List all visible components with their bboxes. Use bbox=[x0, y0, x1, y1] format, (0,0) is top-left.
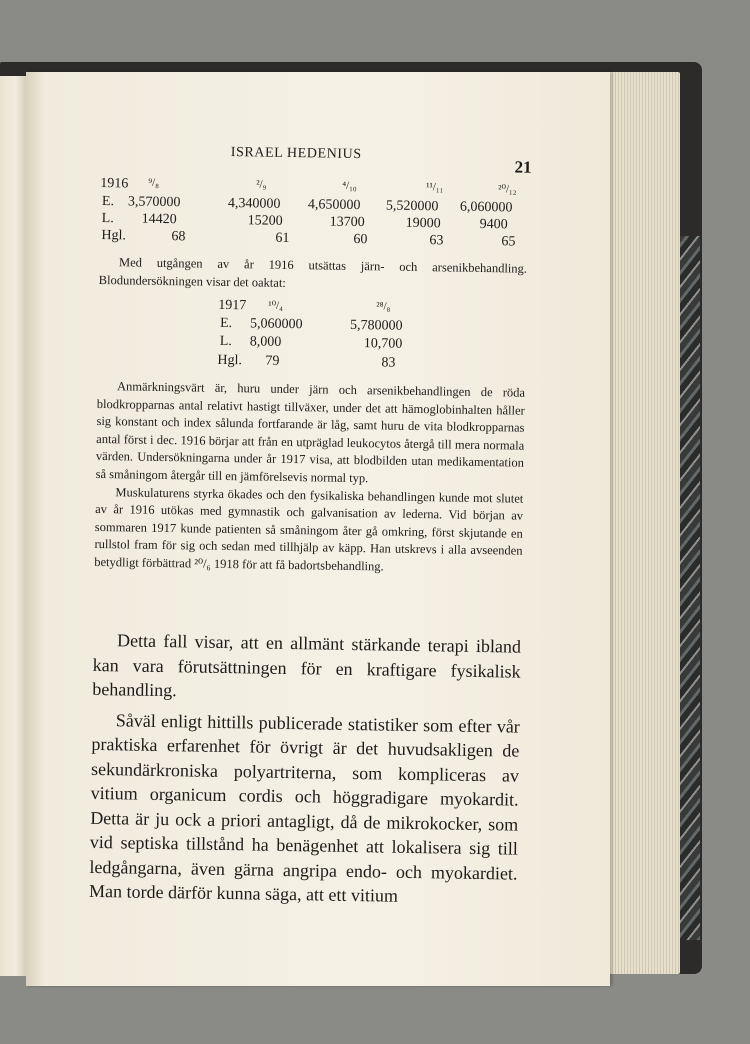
table-cell: 5,060000 bbox=[249, 316, 303, 333]
table-date: ¹¹/₁₁ bbox=[426, 181, 444, 194]
table-date: ²/₉ bbox=[256, 178, 267, 191]
table-date: ⁹/₈ bbox=[148, 176, 160, 189]
table-cell: 3,570000 bbox=[127, 194, 181, 211]
paragraph bbox=[99, 254, 527, 296]
table-cell: 10,700 bbox=[363, 336, 403, 352]
main-text bbox=[89, 628, 521, 910]
page-content bbox=[88, 72, 532, 906]
table-date: ²⁸/₈ bbox=[376, 300, 391, 313]
table-date: ²⁰/₁₂ bbox=[498, 183, 517, 196]
row-label: L. bbox=[101, 211, 114, 227]
marbled-spine bbox=[678, 236, 700, 940]
table-cell: 68 bbox=[171, 229, 186, 245]
paragraph bbox=[94, 378, 525, 578]
table-year: 1917 bbox=[218, 297, 247, 314]
page-number: 21 bbox=[514, 157, 532, 177]
table-cell: 83 bbox=[381, 355, 396, 371]
table-cell: 4,650000 bbox=[307, 197, 361, 214]
table-cell: 9400 bbox=[479, 216, 508, 233]
table-cell: 13700 bbox=[329, 214, 365, 231]
table-cell: 63 bbox=[429, 233, 444, 249]
paragraph-text: Anmärkningsvärt är, huru under järn och arsenikbehandlingen de röda blodkropparnas antal relativt hastigt tillväxer, under det att hämoglobinhalten håller sig konstant och index sålunda fortfarande är låg, samt huru de vita blodkropparnas antal först i dec. 1916 börjar att från en utpräglad leukocytos återgå till mera normala värden. Undersökningarna under år 1917 visa, att blodbilden utan medikamentation så småningom återgår till en jämförelsevis normal typ. bbox=[95, 379, 526, 486]
running-head: ISRAEL HEDENIUS bbox=[230, 145, 362, 163]
table-date: ¹⁰/₄ bbox=[268, 299, 284, 312]
paragraph-text: Detta fall visar, att en allmänt stärkande terapi ibland kan vara förutsättningen för en kraftigare fysikalisk behandling. bbox=[92, 630, 522, 701]
row-label: E. bbox=[219, 315, 233, 332]
page-edges bbox=[604, 72, 680, 974]
table-cell: 5,780000 bbox=[349, 317, 403, 334]
paragraph-text: Med utgången av år 1916 utsättas järn- och arsenikbehandling. Blodundersökningen visar det oaktat: bbox=[98, 255, 528, 290]
table-cell: 5,520000 bbox=[385, 198, 439, 215]
row-label: L. bbox=[219, 333, 232, 350]
row-label: E. bbox=[101, 194, 115, 210]
table-cell: 8,000 bbox=[249, 334, 282, 350]
table-cell: 61 bbox=[275, 230, 290, 246]
table-cell: 15200 bbox=[247, 213, 283, 229]
left-page-edge bbox=[0, 76, 26, 976]
row-label: Hgl. bbox=[101, 228, 127, 244]
table-cell: 4,340000 bbox=[227, 195, 281, 212]
paragraph-text: Muskulaturens styrka ökades och den fysikaliska behandlingen kunde mot slutet av år 1916 utökas med gymnastik och galvanisation av lederna. Vid början av sommaren 1917 kunde patienten så småningom åter gå omkring, först skjutande en rullstol fram för sig och sedan med tillhjälp av käpp. Han utskrevs i alla avseenden betydligt förbättrad ²⁰/₆ 1918 för att få badortsbehandling. bbox=[94, 484, 524, 574]
paragraph-text: Såväl enligt hittills publicerade statistiker som efter vår praktiska erfarenhet för övrigt är det huvudsakligen de sekundärkroniska polyartriterna, som kompliceras av vitium organicum cordis och höggradigare myokardit. Detta är ju ock a priori antagligt, då de mikrokocker, som vid septiska tillstånd ha benägenhet att lokalisera sig till ledgångarna, även gärna angripa endo- och myokardiet. Man torde därför kunna säga, att ett vitium bbox=[88, 709, 520, 906]
table-cell: 19000 bbox=[405, 215, 441, 232]
table-cell: 6,060000 bbox=[459, 199, 513, 216]
book-page bbox=[26, 72, 610, 986]
table-date: ⁴/₁₀ bbox=[342, 179, 357, 193]
row-label: Hgl. bbox=[217, 352, 243, 369]
table-cell: 14420 bbox=[141, 211, 177, 228]
table-cell: 79 bbox=[265, 353, 280, 369]
table-cell: 60 bbox=[353, 231, 368, 248]
table-cell: 65 bbox=[501, 234, 516, 250]
table-year: 1916 bbox=[100, 175, 129, 192]
